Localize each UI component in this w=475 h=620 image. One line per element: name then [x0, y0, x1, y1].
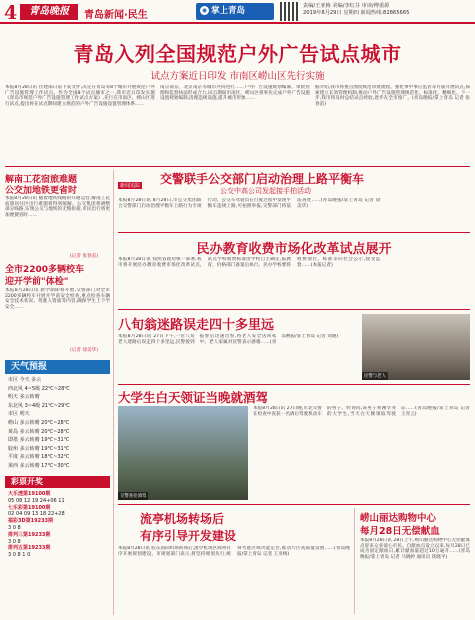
lead-body-col2: 南京南京、北京南京等城市共同进行……户外广告设施规划编制、审批管理和监督执法形成合力,试点期间市南区、崂山区将率先完成户外广告设施设置规划编制,清理违规设施,提升城市形象…… — [160, 85, 310, 102]
lost-elder-photo — [362, 314, 470, 380]
weather-row: 市区 今天 多云 — [8, 377, 42, 383]
bus-headline: 交警联手公交部门启动治理上路平衡车 — [160, 172, 365, 186]
lottery-line: 大乐透第19100期 — [8, 491, 51, 497]
story2-byline: (记者 徐美华) — [70, 348, 99, 353]
drunk-driving-body: 本报8月28日讯 27日晚,市北交警在检查中查获一名酒后驾驶机动车的男子。经询问,该男子系刚毕业的大学生,当天白天刚领取驾驶证……(青岛晚报/掌上青岛 记者 王青云) — [253, 406, 470, 417]
story2-subheadline: 迎开学前"体检" — [5, 277, 69, 287]
page-number: 4 — [4, 2, 18, 24]
lead-body-col3: 据介绍,我市将重点围绕规范审批流程、强化事中事后监管等方面开展试点,探索建立长效管理机制,推动户外广告设施管理规范化、标准化、精细化。下一步,我市将及时总结试点经验,逐步在全市推广。(青岛晚报/掌上青岛 记者 张春雷) — [315, 85, 470, 107]
story2-headline: 全市2200多辆校车 — [5, 265, 85, 275]
weather-row: 胶州 多云转晴 19℃~31℃ — [8, 445, 70, 452]
lottery-line: 排列三第19233期 — [8, 531, 51, 538]
section-title: 青岛新闻·民生 — [84, 10, 148, 21]
lead-subheadline: 试点方案近日印发 市南区崂山区先行实施 — [150, 71, 325, 82]
weather-row: 平度 多云转晴 18℃~32℃ — [8, 454, 70, 461]
lottery-line: 02 04 09 13 18 22+28 — [8, 511, 65, 518]
lottery-line: 3 0 8 — [8, 538, 21, 545]
date-line: 2019年8月29日 星期四 新闻热线:82865665 — [303, 9, 410, 16]
qr-code-icon[interactable] — [280, 2, 299, 21]
divider — [5, 166, 470, 167]
column-divider — [113, 170, 114, 615]
mall-body: 本报8月28日讯 28日上午,崂山丽达购物中心无偿献血点迎来众多爱心市民。自献血点设立以来,每月28日已成为固定献血日,累计献血量超过10万毫升……(青岛晚报/掌上青岛 记者 马晓婷 通讯员 崔晓平) — [360, 538, 470, 560]
mall-subheadline: 每月28日无偿献血 — [360, 526, 440, 537]
weather-row: 即墨 多云转晴 19℃~31℃ — [8, 437, 70, 444]
bus-body: 本报8月28日讯 8月28日,市公交集团联合交警部门启动治理平衡车上路行为专项行动。公交车驾驶员在行驶过程中发现平衡车违规上路,可拍照举报,交警部门将依法查处……(青岛晚报/掌上青岛 记者 徐美华) — [118, 198, 381, 209]
masthead — [0, 0, 475, 24]
divider — [118, 384, 470, 385]
divider — [118, 309, 470, 310]
weather-row: 明天 多云转晴 — [8, 394, 40, 401]
weather-row: 黄岛 多云转晴 20℃~28℃ — [8, 428, 70, 435]
airport-headline: 流亭机场转场后 — [140, 512, 225, 526]
news-tag: 新闻追踪 — [120, 183, 141, 189]
weather-row: 市区 明天 — [8, 411, 30, 418]
weather-box-title: 天气预报 — [5, 360, 110, 374]
lottery-line: 福彩3D第19233期 — [8, 518, 54, 525]
lottery-line: 排列五第19233期 — [8, 545, 51, 552]
lottery-line: 05 08 12 19 24+06 11 — [8, 497, 65, 504]
story1-headline: 解南工花宿旅难题 — [5, 175, 78, 185]
lost-elder-body: 本报8月28日讯 27日下午,一位八旬老人迷路后误走四十多里远,民警接到报警后迅速出警,将老人安全送回家中。老人家属对民警表示感谢……(青岛晚报/掌上青岛 记者 刘晓) — [118, 334, 339, 345]
story2-body: 本报8月28日讯 新学期即将开始,交警部门对全市2200多辆校车开展开学前安全检查,重点检查车辆安全技术状况、驾驶人资质等内容,确保学生上下学安全…… — [5, 288, 110, 310]
divider — [118, 504, 470, 505]
story1-byline: (记者 张春雷) — [70, 254, 99, 259]
mall-headline: 崂山丽达购物中心 — [360, 513, 437, 524]
story1-body: 本报8月28日讯 随着地铁线路的开通运营,解南工花宿旅居住区出行难题将得到缓解。公交集团将调整部分线路,实现公交与地铁的无缝衔接,市民出行将更加便捷省时…… — [5, 196, 110, 218]
lottery-line: 3 0 8 — [8, 524, 21, 531]
story1-subheadline: 公交加地铁更省时 — [5, 186, 78, 196]
weather-row: 东北风 3~4级 21℃~29℃ — [8, 402, 70, 409]
app-name: 掌上青岛 — [211, 6, 246, 16]
column-divider — [354, 508, 355, 614]
app-logo[interactable] — [196, 3, 274, 20]
photo-caption: 民警与老人 — [364, 374, 386, 379]
airport-body: 本报8月28日讯 胶东国际机场转场后,流亭机场区域将有序开展规划建设。市规划部门表示,将坚持规划先行,统筹考虑区域功能定位,推动片区高质量发展……(青岛晚报/掌上青岛 记者 王亚梅) — [118, 546, 350, 557]
lottery-list — [8, 491, 110, 559]
weather-list — [8, 376, 110, 471]
weather-row: 莱西 多云转晴 17℃~30℃ — [8, 462, 70, 469]
edu-body: 本报8月28日讯 按照省政府统一部署,我市将开展民办教育收费市场化改革试点,试点学校收费标准由学校自主确定,报教育、价格部门备案后执行。民办学校要将收费项目、标准等向社会公示,接受监督……(本报记者) — [118, 257, 381, 268]
editor-line: 责编/王亚梅 美编/李红芬 审读/傅重源 — [303, 3, 390, 9]
lead-headline: 青岛入列全国规范户外广告试点城市 — [73, 42, 402, 66]
lottery-line: 3 0 8 1 0 — [8, 552, 31, 559]
app-logo-icon: ◉ — [201, 7, 208, 14]
editor-info — [303, 3, 473, 16]
edu-headline: 民办教育收费市场化改革试点展开 — [196, 242, 392, 257]
drunk-driving-photo — [118, 406, 248, 500]
lead-body-col1: 本报8月28日讯 住建部日前下发文件,决定在青岛等8个城市开展规范户外广告设施管理工作试点。作为全国8个试点城市之一,我市近日印发实施《青岛市规范户外广告设施管理工作试点方案》,先行在市南区、崂山区进行试点,提出将在试点期间建立规范的户外广告设施设置管理体系…… — [5, 85, 155, 107]
photo-caption: 交警查处酒驾 — [120, 494, 147, 499]
lottery-line: 七乐彩第19100期 — [8, 504, 51, 511]
lottery-box-title: 彩票开奖 — [5, 476, 110, 488]
airport-subheadline: 有序引导开发建设 — [140, 529, 237, 543]
paper-logo: 青岛晚报 — [20, 4, 78, 20]
weather-row: 西北风 4~5级 22℃~28℃ — [8, 385, 70, 392]
bus-subheadline: 公交中高公司发起接手拍活动 — [220, 187, 311, 195]
lost-elder-headline: 八旬翁迷路误走四十多里远 — [118, 318, 275, 333]
divider — [118, 232, 470, 233]
weather-row: 崂山 多云转晴 20℃~28℃ — [8, 419, 70, 426]
drunk-driving-headline: 大学生白天领证当晚就酒驾 — [118, 390, 269, 405]
